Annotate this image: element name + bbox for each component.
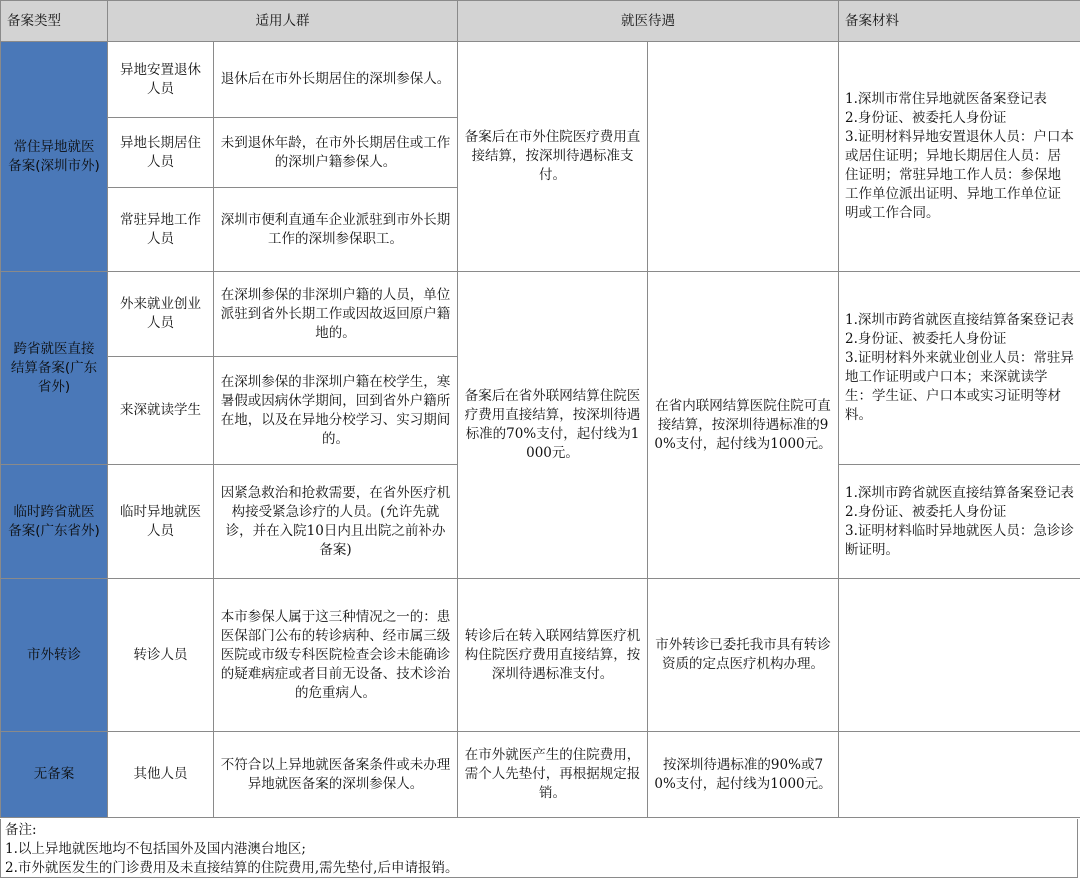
category-resident: 常住异地就医备案(深圳市外) [1, 42, 108, 272]
group-label: 其他人员 [108, 732, 214, 818]
group-label: 临时异地就医人员 [108, 465, 214, 579]
materials-none [839, 732, 1080, 818]
materials-resident: 1.深圳市常住异地就医备案登记表 2.身份证、被委托人身份证 3.证明材料异地安置退休人员：户口本或居住证明；异地长期居住人员：居住证明；常驻异地工作人员：参保地工作单位派出证明、异地工作单位证明或工作合同。 [839, 42, 1080, 272]
treatment-resident-a: 备案后在市外住院医疗费用直接结算，按深圳待遇标准支付。 [458, 42, 648, 272]
note-line: 1.以上异地就医地均不包括国外及国内港澳台地区; [5, 841, 306, 857]
materials-referral [839, 579, 1080, 732]
category-interprovincial: 跨省就医直接结算备案(广东省外) [1, 272, 108, 465]
group-desc: 退休后在市外长期居住的深圳参保人。 [214, 42, 458, 118]
treatment-none-a: 在市外就医产生的住院费用，需个人先垫付，再根据规定报销。 [458, 732, 648, 818]
group-label: 异地长期居住人员 [108, 118, 214, 188]
table-row [1, 732, 1080, 818]
group-label: 异地安置退休人员 [108, 42, 214, 118]
treatment-shared-b: 在省内联网结算医院住院可直接结算，按深圳待遇标准的90%支付，起付线为1000元。 [648, 272, 839, 579]
header-treatment: 就医待遇 [458, 1, 839, 42]
note-line: 2.市外就医发生的门诊费用及未直接结算的住院费用,需先垫付,后申请报销。 [5, 860, 459, 876]
group-label: 来深就读学生 [108, 357, 214, 465]
materials-temporary: 1.深圳市跨省就医直接结算备案登记表 2.身份证、被委托人身份证 3.证明材料临时异地就医人员：急诊诊断证明。 [839, 465, 1080, 579]
notes-title: 备注: [5, 822, 37, 838]
treatment-none-b: 按深圳待遇标准的90%或70%支付，起付线为1000元。 [648, 732, 839, 818]
group-desc: 不符合以上异地就医备案条件或未办理异地就医备案的深圳参保人。 [214, 732, 458, 818]
treatment-resident-b [648, 42, 839, 272]
category-none: 无备案 [1, 732, 108, 818]
group-label: 外来就业创业人员 [108, 272, 214, 357]
group-label: 转诊人员 [108, 579, 214, 732]
treatment-shared-a: 备案后在省外联网结算住院医疗费用直接结算，按深圳待遇标准的70%支付，起付线为1000元。 [458, 272, 648, 579]
category-referral: 市外转诊 [1, 579, 108, 732]
group-label: 常驻异地工作人员 [108, 188, 214, 272]
group-desc: 未到退休年龄，在市外长期居住或工作的深圳户籍参保人。 [214, 118, 458, 188]
category-temporary: 临时跨省就医备案(广东省外) [1, 465, 108, 579]
table-row [1, 272, 1080, 357]
header-materials: 备案材料 [839, 1, 1080, 42]
table-row [1, 42, 1080, 118]
group-desc: 深圳市便利直通车企业派驻到市外长期工作的深圳参保职工。 [214, 188, 458, 272]
group-desc: 因紧急救治和抢救需要，在省外医疗机构接受紧急诊疗的人员。(允许先就诊，并在入院10日内且出院之前补办备案) [214, 465, 458, 579]
group-desc: 本市参保人属于这三种情况之一的：患医保部门公布的转诊病种、经市属三级医院或市级专科医院检查会诊未能确诊的疑难病症或者目前无设备、技术诊治的危重病人。 [214, 579, 458, 732]
header-people: 适用人群 [108, 1, 458, 42]
group-desc: 在深圳参保的非深圳户籍的人员，单位派驻到省外长期工作或因故返回原户籍地的。 [214, 272, 458, 357]
group-desc: 在深圳参保的非深圳户籍在校学生，寒暑假或因病休学期间，回到省外户籍所在地，以及在异地分校学习、实习期间的。 [214, 357, 458, 465]
header-type: 备案类型 [1, 1, 108, 42]
materials-interprovincial: 1.深圳市跨省就医直接结算备案登记表 2.身份证、被委托人身份证 3.证明材料外来就业创业人员：常驻异地工作证明或户口本；来深就读学生：学生证、户口本或实习证明等材料。 [839, 272, 1080, 465]
treatment-referral-a: 转诊后在转入联网结算医疗机构住院医疗费用直接结算，按深圳待遇标准支付。 [458, 579, 648, 732]
table-row [1, 579, 1080, 732]
header-row [1, 1, 1080, 42]
treatment-referral-b: 市外转诊已委托我市具有转诊资质的定点医疗机构办理。 [648, 579, 839, 732]
notes-block [0, 819, 1078, 878]
